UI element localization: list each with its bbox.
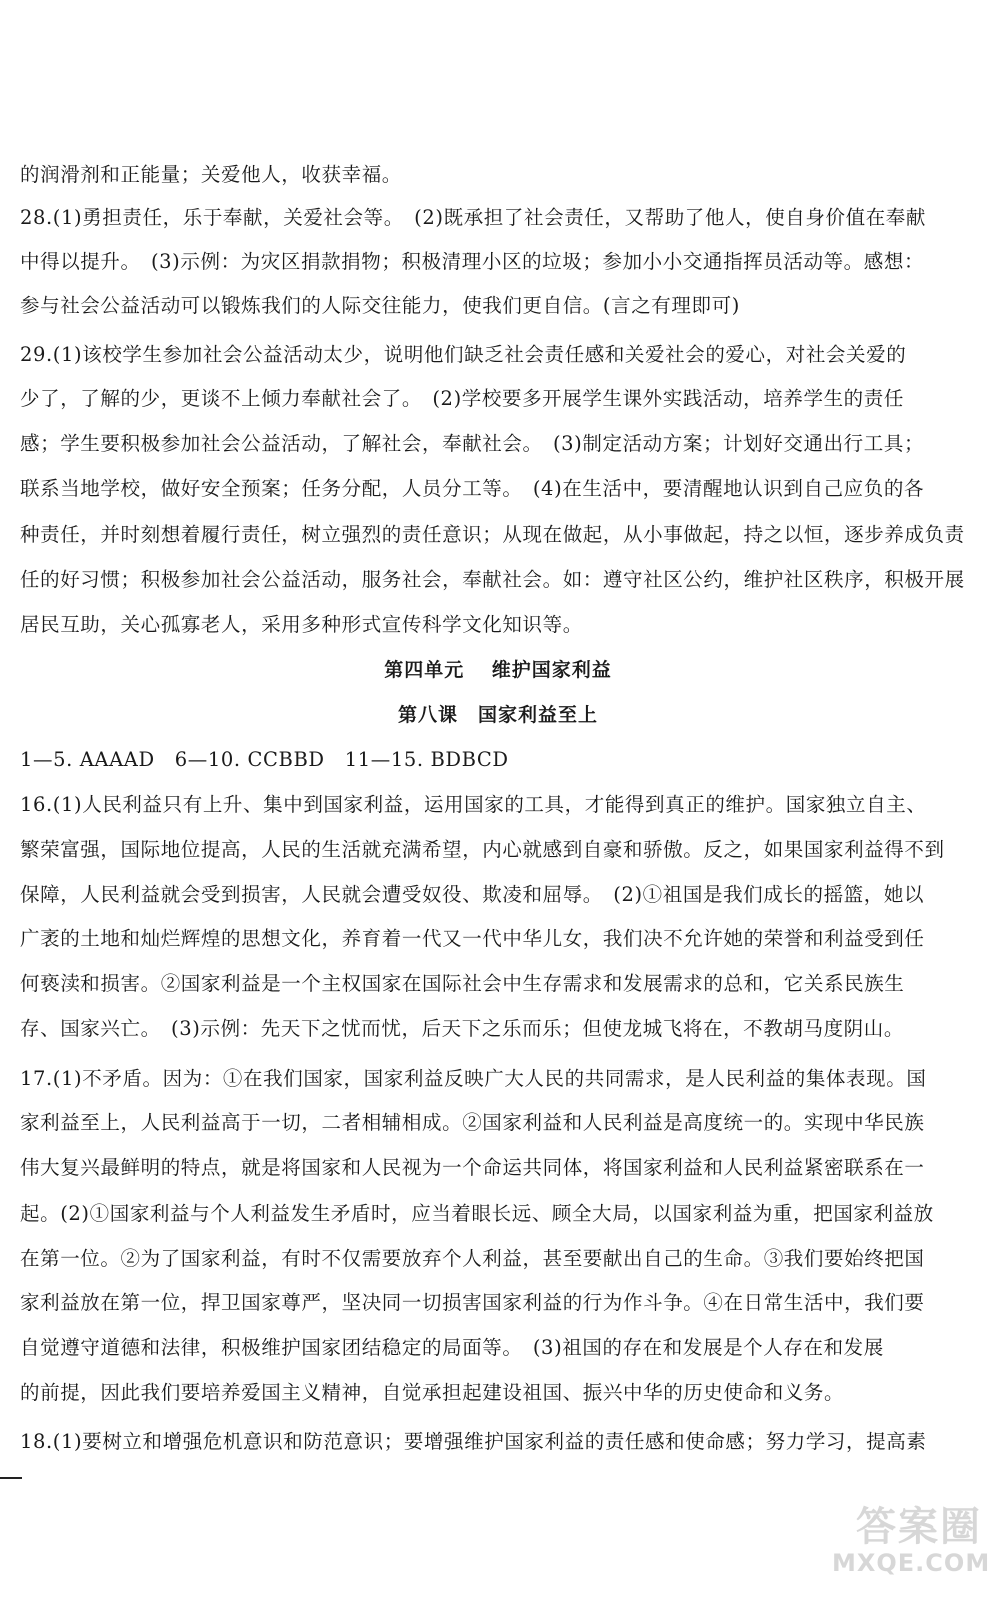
text-line: 感；学生要积极参加社会公益活动，了解社会，奉献社会。 (3)制定活动方案；计划好交通出行工具；	[20, 432, 925, 455]
text-line: 自觉遵守道德和法律，积极维护国家团结稳定的局面等。 (3)祖国的存在和发展是个人存在和发展	[20, 1336, 884, 1359]
text-line: 繁荣富强，国际地位提高，人民的生活就充满希望，内心就感到自豪和骄傲。反之，如果国家利益得不到	[20, 838, 945, 861]
text-line: 1—5. AAAAD 6—10. CCBBD 11—15. BDBCD	[20, 748, 509, 771]
page-margin-rule	[0, 1477, 22, 1479]
unit-heading: 第四单元 维护国家利益	[384, 659, 612, 681]
text-line: 中得以提升。 (3)示例：为灾区捐款捐物；积极清理小区的垃圾；参加小小交通指挥员活动等。感想：	[20, 250, 925, 273]
text-line: 18.(1)要树立和增强危机意识和防范意识；要增强维护国家利益的责任感和使命感；努力学习，提高素	[20, 1430, 927, 1453]
text-line: 联系当地学校，做好安全预案；任务分配，人员分工等。 (4)在生活中，要清醒地认识到自己应负的各	[20, 477, 925, 500]
text-line: 何亵渎和损害。②国家利益是一个主权国家在国际社会中生存需求和发展需求的总和，它关系民族生	[20, 972, 905, 995]
text-line: 少了，了解的少，更谈不上倾力奉献社会了。 (2)学校要多开展学生课外实践活动，培养学生的责任	[20, 387, 904, 410]
text-line: 居民互助，关心孤寡老人，采用多种形式宣传科学文化知识等。	[20, 613, 583, 636]
text-line: 29.(1)该校学生参加社会公益活动太少，说明他们缺乏社会责任感和关爱社会的爱心，对社会关爱的	[20, 343, 907, 366]
text-line: 保障，人民利益就会受到损害，人民就会遭受奴役、欺凌和屈辱。 (2)①祖国是我们成长的摇篮，她以	[20, 883, 925, 906]
text-line: 家利益放在第一位，捍卫国家尊严，坚决同一切损害国家利益的行为作斗争。④在日常生活中，我们要	[20, 1291, 925, 1314]
watermark-text: 答案圈	[856, 1504, 982, 1550]
watermark-domain: MXQE.COM	[832, 1549, 991, 1577]
text-line: 伟大复兴最鲜明的特点，就是将国家和人民视为一个命运共同体，将国家利益和人民利益紧密联系在一	[20, 1156, 925, 1179]
text-line: 的前提，因此我们要培养爱国主义精神，自觉承担起建设祖国、振兴中华的历史使命和义务。	[20, 1381, 845, 1404]
text-line: 在第一位。②为了国家利益，有时不仅需要放弃个人利益，甚至要献出自己的生命。③我们要始终把国	[20, 1247, 925, 1270]
text-line: 广袤的土地和灿烂辉煌的思想文化，养育着一代又一代中华儿女，我们决不允许她的荣誉和利益受到任	[20, 927, 925, 950]
text-line: 的润滑剂和正能量；关爱他人，收获幸福。	[20, 163, 402, 186]
watermark-logo	[832, 1504, 991, 1590]
lesson-heading: 第八课 国家利益至上	[397, 704, 598, 726]
text-line: 起。(2)①国家利益与个人利益发生矛盾时，应当着眼长远、顾全大局，以国家利益为重，把国家利益放	[20, 1202, 934, 1225]
text-line: 存、国家兴亡。 (3)示例：先天下之忧而忧，后天下之乐而乐；但使龙城飞将在，不教胡马度阴山。	[20, 1017, 904, 1040]
text-line: 17.(1)不矛盾。因为：①在我们国家，国家利益反映广大人民的共同需求，是人民利益的集体表现。国	[20, 1067, 927, 1090]
text-line: 家利益至上，人民利益高于一切，二者相辅相成。②国家利益和人民利益是高度统一的。实现中华民族	[20, 1111, 925, 1134]
text-line: 16.(1)人民利益只有上升、集中到国家利益，运用国家的工具，才能得到真正的维护。国家独立自主、	[20, 793, 927, 816]
text-line: 任的好习惯；积极参加社会公益活动，服务社会，奉献社会。如：遵守社区公约，维护社区秩序，积极开展	[20, 568, 965, 591]
text-line: 参与社会公益活动可以锻炼我们的人际交往能力，使我们更自信。(言之有理即可)	[20, 294, 740, 317]
text-line: 28.(1)勇担责任，乐于奉献，关爱社会等。 (2)既承担了社会责任，又帮助了他人，使自身价值在奉献	[20, 206, 927, 229]
text-line: 种责任，并时刻想着履行责任，树立强烈的责任意识；从现在做起，从小事做起，持之以恒，逐步养成负责	[20, 523, 965, 546]
